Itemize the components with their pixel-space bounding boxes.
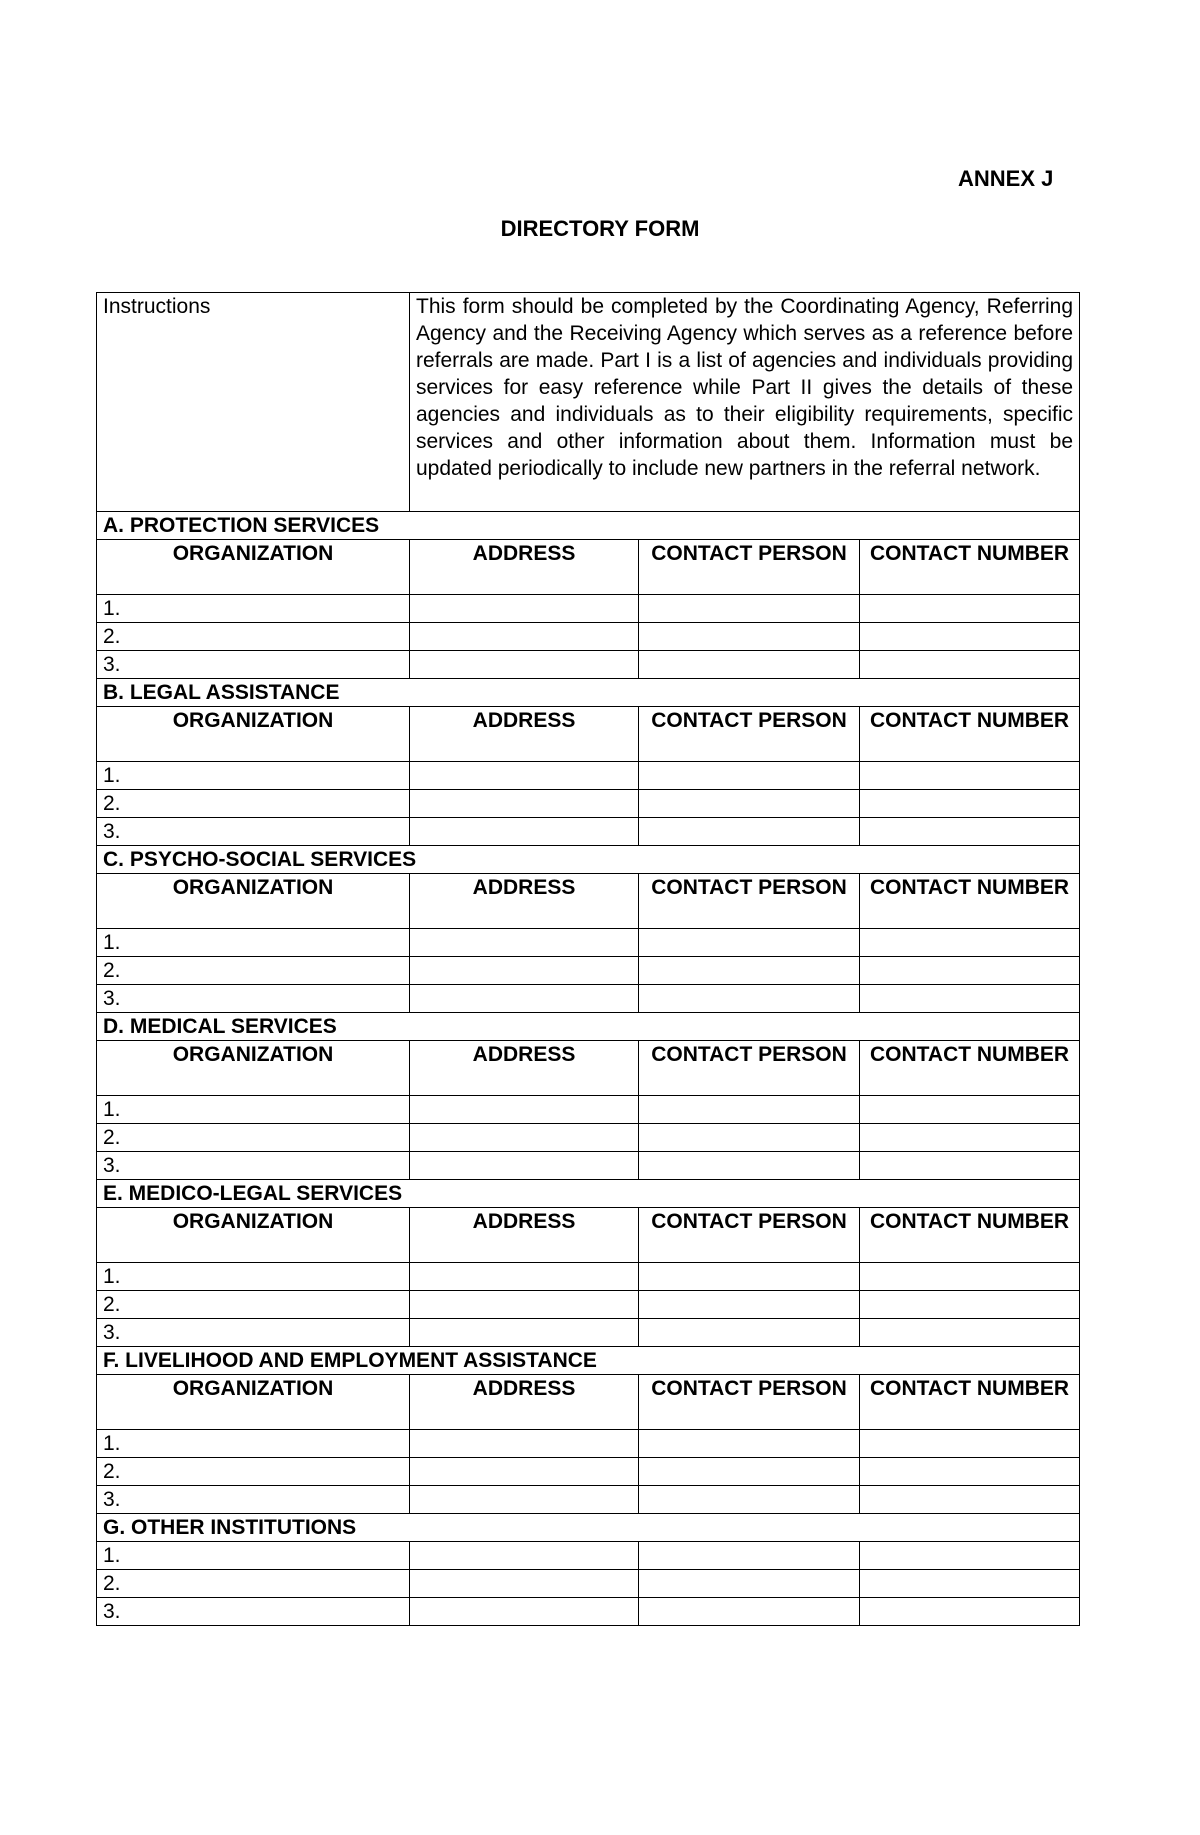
column-header: CONTACT PERSON: [639, 1375, 860, 1430]
blank-entry-cell[interactable]: [860, 1598, 1080, 1626]
page-title: DIRECTORY FORM: [500, 216, 700, 241]
blank-entry-cell[interactable]: [410, 595, 639, 623]
blank-entry-cell[interactable]: [860, 1124, 1080, 1152]
blank-entry-cell[interactable]: [410, 1486, 639, 1514]
column-header: ORGANIZATION: [97, 1375, 410, 1430]
blank-entry-cell[interactable]: [410, 1124, 639, 1152]
blank-entry-cell[interactable]: [860, 1430, 1080, 1458]
blank-entry-cell[interactable]: [639, 957, 860, 985]
table-row: [97, 1152, 1080, 1180]
blank-entry-cell[interactable]: [860, 1319, 1080, 1347]
blank-entry-cell[interactable]: [860, 762, 1080, 790]
blank-entry-cell[interactable]: [639, 1458, 860, 1486]
column-header: ADDRESS: [410, 1375, 639, 1430]
blank-entry-cell[interactable]: [860, 1291, 1080, 1319]
column-header: ORGANIZATION: [97, 707, 410, 762]
blank-entry-cell[interactable]: [860, 1458, 1080, 1486]
blank-entry-cell[interactable]: [860, 1096, 1080, 1124]
table-row: [97, 651, 1080, 679]
table-row: [97, 623, 1080, 651]
annex-label: ANNEX J: [958, 166, 1054, 191]
table-row: [97, 1096, 1080, 1124]
blank-entry-cell[interactable]: [639, 762, 860, 790]
column-header-row: [97, 1041, 1080, 1096]
blank-entry-cell[interactable]: [639, 1096, 860, 1124]
blank-entry-cell[interactable]: [639, 1486, 860, 1514]
instructions-text: This form should be completed by the Coordinating Agency, Referring Agency and the Receiving Agency which serves as a reference before referrals are made. Part I is a list of agencies and individuals providing services for easy reference while Part II gives the details of these agencies and individuals as to their eligibility requirements, specific services and other information about them. Information must be updated periodically to include new partners in the referral network.: [410, 293, 1080, 512]
blank-entry-cell[interactable]: [860, 1542, 1080, 1570]
blank-entry-cell[interactable]: [860, 957, 1080, 985]
blank-entry-cell[interactable]: [410, 762, 639, 790]
row-number: 1.: [97, 1430, 410, 1458]
blank-entry-cell[interactable]: [860, 1570, 1080, 1598]
blank-entry-cell[interactable]: [410, 929, 639, 957]
blank-entry-cell[interactable]: [639, 790, 860, 818]
row-number: 1.: [97, 1263, 410, 1291]
blank-entry-cell[interactable]: [410, 1152, 639, 1180]
blank-entry-cell[interactable]: [410, 957, 639, 985]
row-number: 3.: [97, 1486, 410, 1514]
section-title: A. PROTECTION SERVICES: [97, 512, 1080, 540]
section-title: D. MEDICAL SERVICES: [97, 1013, 1080, 1041]
blank-entry-cell[interactable]: [410, 790, 639, 818]
table-row: [97, 1291, 1080, 1319]
row-number: 3.: [97, 818, 410, 846]
column-header-row: [97, 874, 1080, 929]
directory-form-table: [96, 292, 1080, 1626]
blank-entry-cell[interactable]: [410, 1096, 639, 1124]
blank-entry-cell[interactable]: [410, 1263, 639, 1291]
column-header: CONTACT PERSON: [639, 707, 860, 762]
table-row: [97, 1570, 1080, 1598]
blank-entry-cell[interactable]: [410, 1542, 639, 1570]
blank-entry-cell[interactable]: [639, 1430, 860, 1458]
table-row: [97, 957, 1080, 985]
table-row: [97, 790, 1080, 818]
blank-entry-cell[interactable]: [410, 1458, 639, 1486]
instructions-row: [97, 293, 1080, 512]
column-header: CONTACT PERSON: [639, 1041, 860, 1096]
column-header: CONTACT NUMBER: [860, 1208, 1080, 1263]
blank-entry-cell[interactable]: [639, 623, 860, 651]
blank-entry-cell[interactable]: [410, 1430, 639, 1458]
blank-entry-cell[interactable]: [860, 818, 1080, 846]
blank-entry-cell[interactable]: [639, 1319, 860, 1347]
column-header: ADDRESS: [410, 1208, 639, 1263]
blank-entry-cell[interactable]: [860, 623, 1080, 651]
row-number: 3.: [97, 1152, 410, 1180]
row-number: 2.: [97, 1570, 410, 1598]
blank-entry-cell[interactable]: [410, 1570, 639, 1598]
section-title: B. LEGAL ASSISTANCE: [97, 679, 1080, 707]
blank-entry-cell[interactable]: [639, 1598, 860, 1626]
blank-entry-cell[interactable]: [410, 1598, 639, 1626]
column-header: CONTACT PERSON: [639, 874, 860, 929]
blank-entry-cell[interactable]: [410, 623, 639, 651]
section-header: [97, 1347, 1080, 1375]
section-header: [97, 512, 1080, 540]
column-header: CONTACT NUMBER: [860, 1375, 1080, 1430]
section-header: [97, 1514, 1080, 1542]
blank-entry-cell[interactable]: [860, 1263, 1080, 1291]
blank-entry-cell[interactable]: [639, 1152, 860, 1180]
section-header: [97, 1180, 1080, 1208]
section-title: F. LIVELIHOOD AND EMPLOYMENT ASSISTANCE: [97, 1347, 1080, 1375]
instructions-label: Instructions: [97, 293, 410, 512]
blank-entry-cell[interactable]: [639, 985, 860, 1013]
row-number: 1.: [97, 929, 410, 957]
blank-entry-cell[interactable]: [639, 595, 860, 623]
column-header-row: [97, 1375, 1080, 1430]
column-header-row: [97, 1208, 1080, 1263]
blank-entry-cell[interactable]: [860, 929, 1080, 957]
row-number: 3.: [97, 1319, 410, 1347]
column-header: ORGANIZATION: [97, 1041, 410, 1096]
row-number: 1.: [97, 762, 410, 790]
table-row: [97, 1598, 1080, 1626]
table-row: [97, 1263, 1080, 1291]
column-header: CONTACT NUMBER: [860, 1041, 1080, 1096]
section-header: [97, 846, 1080, 874]
blank-entry-cell[interactable]: [860, 651, 1080, 679]
row-number: 3.: [97, 651, 410, 679]
row-number: 1.: [97, 1542, 410, 1570]
blank-entry-cell[interactable]: [639, 929, 860, 957]
column-header: ADDRESS: [410, 540, 639, 595]
table-row: [97, 1124, 1080, 1152]
row-number: 2.: [97, 1458, 410, 1486]
section-header: [97, 1013, 1080, 1041]
table-row: [97, 818, 1080, 846]
table-row: [97, 762, 1080, 790]
table-row: [97, 595, 1080, 623]
column-header: CONTACT NUMBER: [860, 540, 1080, 595]
table-row: [97, 929, 1080, 957]
table-row: [97, 1486, 1080, 1514]
row-number: 1.: [97, 1096, 410, 1124]
section-title: G. OTHER INSTITUTIONS: [97, 1514, 1080, 1542]
row-number: 2.: [97, 623, 410, 651]
blank-entry-cell[interactable]: [639, 1570, 860, 1598]
row-number: 2.: [97, 1291, 410, 1319]
section-title: C. PSYCHO-SOCIAL SERVICES: [97, 846, 1080, 874]
blank-entry-cell[interactable]: [410, 985, 639, 1013]
blank-entry-cell[interactable]: [639, 1263, 860, 1291]
column-header: CONTACT NUMBER: [860, 707, 1080, 762]
row-number: 2.: [97, 957, 410, 985]
blank-entry-cell[interactable]: [410, 818, 639, 846]
blank-entry-cell[interactable]: [860, 1486, 1080, 1514]
blank-entry-cell[interactable]: [860, 1152, 1080, 1180]
row-number: 2.: [97, 1124, 410, 1152]
column-header: ADDRESS: [410, 707, 639, 762]
column-header: CONTACT PERSON: [639, 1208, 860, 1263]
column-header: ADDRESS: [410, 874, 639, 929]
table-row: [97, 1542, 1080, 1570]
blank-entry-cell[interactable]: [860, 985, 1080, 1013]
blank-entry-cell[interactable]: [639, 1542, 860, 1570]
column-header: ORGANIZATION: [97, 1208, 410, 1263]
row-number: 3.: [97, 1598, 410, 1626]
table-row: [97, 985, 1080, 1013]
column-header: CONTACT PERSON: [639, 540, 860, 595]
row-number: 2.: [97, 790, 410, 818]
blank-entry-cell[interactable]: [639, 1124, 860, 1152]
table-row: [97, 1458, 1080, 1486]
column-header: ORGANIZATION: [97, 874, 410, 929]
blank-entry-cell[interactable]: [410, 1319, 639, 1347]
row-number: 3.: [97, 985, 410, 1013]
section-header: [97, 679, 1080, 707]
row-number: 1.: [97, 595, 410, 623]
table-row: [97, 1430, 1080, 1458]
column-header: ORGANIZATION: [97, 540, 410, 595]
column-header-row: [97, 540, 1080, 595]
blank-entry-cell[interactable]: [639, 818, 860, 846]
table-row: [97, 1319, 1080, 1347]
column-header: ADDRESS: [410, 1041, 639, 1096]
blank-entry-cell[interactable]: [639, 651, 860, 679]
blank-entry-cell[interactable]: [639, 1291, 860, 1319]
column-header: CONTACT NUMBER: [860, 874, 1080, 929]
blank-entry-cell[interactable]: [860, 790, 1080, 818]
column-header-row: [97, 707, 1080, 762]
blank-entry-cell[interactable]: [410, 1291, 639, 1319]
blank-entry-cell[interactable]: [860, 595, 1080, 623]
section-title: E. MEDICO-LEGAL SERVICES: [97, 1180, 1080, 1208]
blank-entry-cell[interactable]: [410, 651, 639, 679]
